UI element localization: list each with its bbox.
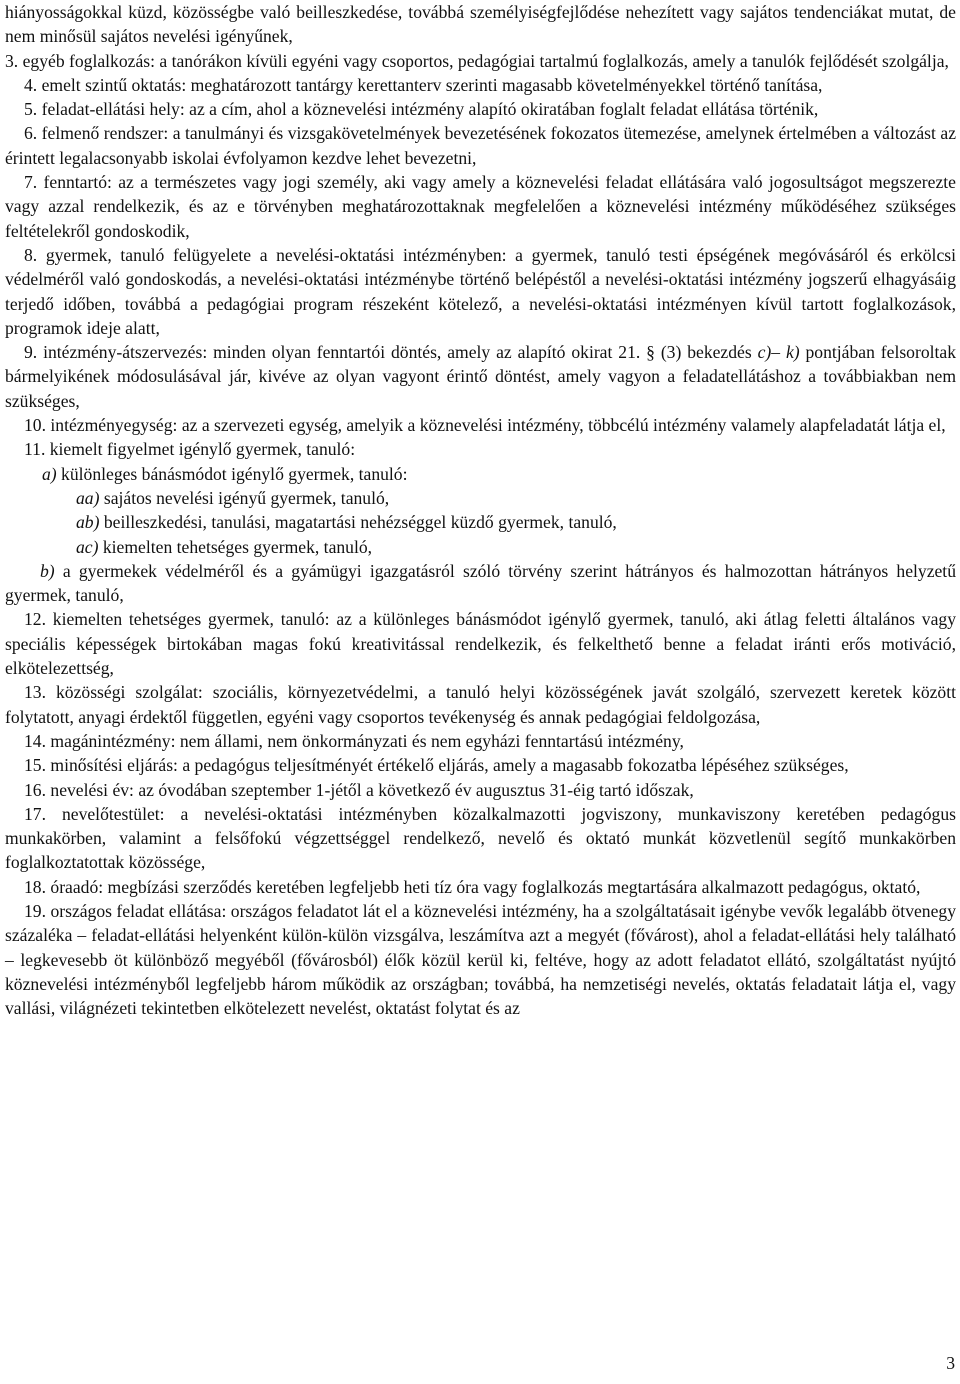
definition-item	[5, 170, 956, 243]
item-number: 6.	[24, 123, 38, 144]
item-text: óraadó: megbízási szerződés keretében legfeljebb heti tíz óra vagy foglalkozás megtartására alkalmazott pedagógus, oktató,	[50, 876, 921, 897]
item-text: nevelési év: az óvodában szeptember 1-jétől a következő év augusztus 31-éig tartó időszak,	[50, 779, 694, 800]
sub-item-aa	[5, 486, 956, 510]
item-text: emelt szintű oktatás: meghatározott tantárgy kerettanterv szerinti magasabb követelményekkel történő tanítása,	[41, 74, 823, 95]
item-text: gyermek, tanuló felügyelete a nevelési-oktatási intézményben: a gyermek, tanuló testi épségének megóvásáról és erkölcsi védelméről való gondoskodás, a nevelési-oktatási intézménybe történő belépéstől a nevelési-oktatási intézmény jogszerű elhagyásáig terjedő időben, továbbá a pedagógiai program részeként kötelező, a nevelési-oktatási intézményen kívül tartott foglalkozások, programok ideje alatt,	[5, 244, 956, 338]
item-text: magánintézmény: nem állami, nem önkormányzati és nem egyházi fenntartású intézmény,	[50, 730, 684, 751]
definition-item	[5, 729, 956, 753]
item-text: minősítési eljárás: a pedagógus teljesítményét értékelő eljárás, amely a magasabb fokozatba lépéséhez szükséges,	[50, 755, 849, 776]
sub-item-text: sajátos nevelési igényű gyermek, tanuló,	[99, 487, 390, 508]
sub-item-text: kiemelten tehetséges gyermek, tanuló,	[98, 536, 373, 557]
sub-item-label: ab)	[76, 512, 100, 533]
sub-item-label: ac)	[76, 536, 99, 557]
item-text: egyéb foglalkozás: a tanórákon kívüli egyéni vagy csoportos, pedagógiai tartalmú foglalkozás, amely a tanulók fejlődését szolgálja,	[22, 50, 949, 71]
sub-item-text: különleges bánásmódot igénylő gyermek, tanuló:	[56, 463, 408, 484]
item-number: 8.	[24, 244, 38, 265]
item-text: közösségi szolgálat: szociális, környezetvédelmi, a tanuló helyi közösségének javát szolgáló, szervezett keretek között folytatott, anyagi érdektől független, egyéni vagy csoportos tevékenység és annak pedagógiai feldolgozása,	[5, 682, 957, 727]
sub-item-label: b)	[40, 560, 55, 581]
item-text: felmenő rendszer: a tanulmányi és vizsgakövetelmények bevezetésének fokozatos ütemezése, amelynek értelmében a változást az érintett legalacsonyabb iskolai évfolyamon kezdve lehet bevezetni,	[5, 123, 956, 168]
sub-item-label: a)	[42, 463, 57, 484]
definition-item	[5, 680, 956, 729]
item-number: 14.	[24, 730, 46, 751]
definition-list	[5, 49, 956, 341]
definition-item	[5, 778, 956, 802]
definition-item	[5, 73, 956, 97]
item-number: 17.	[24, 803, 46, 824]
definition-item	[5, 899, 956, 1020]
definition-item-11	[5, 437, 956, 461]
sub-item-text: beilleszkedési, tanulási, magatartási nehézséggel küzdő gyermek, tanuló,	[99, 512, 617, 533]
item-text: intézmény-átszervezés: minden olyan fenntartói döntés, amely az alapító okirat 21. § (3) bekezdés	[43, 342, 758, 363]
item-number: 11.	[24, 439, 46, 460]
item-number: 9.	[24, 342, 38, 363]
definition-item	[5, 97, 956, 121]
definition-item	[5, 607, 956, 680]
item-number: 10.	[24, 415, 46, 436]
sub-item-ab	[5, 510, 956, 534]
item-text: nevelőtestület: a nevelési-oktatási intézményben közalkalmazotti jogviszony, munkaviszony keretében pedagógus munkakörben, valamint a felsőfokú végzettséggel rendelkező, nevelő és oktató munkát közvetlenül segítő munkakörben foglalkoztatottak közössége,	[5, 803, 956, 873]
definition-item	[5, 121, 956, 170]
item-text: pontjában felsoroltak bármelyikének módosulásával jár, kivéve az olyan vagyont érintő döntést, amely vagyon a feladatellátáshoz a továbbiakban nem szükséges,	[5, 342, 957, 411]
definition-item-9	[5, 340, 956, 413]
item-number: 4.	[24, 74, 38, 95]
item-text: intézményegység: az a szervezeti egység, amelyik a köznevelési intézmény, többcélú intézmény valamely alapfeladatát látja el,	[50, 415, 946, 436]
item-text: fenntartó: az a természetes vagy jogi személy, aki vagy amely a köznevelési feladat ellátására való jogosultságot megszerezte vagy azzal rendelkezik, és az e törvényben meghatározottaknak megfelelően a köznevelési intézmény működéséhez szükséges feltételekről gondoskodik,	[5, 172, 956, 241]
sub-item-label: aa)	[76, 487, 100, 508]
definition-item	[5, 875, 956, 899]
item-number: 3.	[5, 50, 19, 71]
definition-item	[5, 243, 956, 340]
item-number: 16.	[24, 779, 46, 800]
item-number: 19.	[24, 900, 46, 921]
item-text: országos feladat ellátása: országos feladatot lát el a köznevelési intézmény, ha a szolgáltatásait igénybe vevők legalább ötvenegy százaléka – feladat-ellátási helyenként külön-külön vizsgálva, leszámítva azt a megyét (fővárost), ahol a feladat-ellátási hely található – legkevesebb öt különböző megyéből (fővárosból) élők közül kerül ki, feltéve, hogy az adott feladatot ellátó, szolgáltatást nyújtó köznevelési intézményből legfeljebb három működik az országban; továbbá, ha nemzetiségi nevelés, oktatás feladatait látja el, vagy vallási, világnézeti tekintetben elkötelezett nevelést, oktatást folytat és az	[5, 900, 956, 1019]
item-number: 13.	[24, 682, 46, 703]
page-number: 3	[946, 1353, 955, 1373]
item-text: kiemelt figyelmet igénylő gyermek, tanuló:	[49, 439, 356, 460]
sub-item-a	[5, 462, 956, 486]
definition-item-10	[5, 413, 956, 437]
sub-item-text: a gyermekek védelméről és a gyámügyi igazgatásról szóló törvény szerint hátrányos és halmozottan hátrányos helyzetű gyermek, tanuló,	[5, 560, 956, 606]
sub-item-b	[5, 559, 956, 608]
definition-item	[5, 802, 956, 875]
document-page	[5, 0, 956, 1020]
item-number: 5.	[24, 99, 38, 120]
item-number: 12.	[24, 609, 46, 630]
item-number: 7.	[24, 172, 38, 193]
item-number: 18.	[24, 876, 46, 897]
item-number: 15.	[24, 755, 46, 776]
intro-paragraph: hiányosságokkal küzd, közösségbe való beilleszkedése, továbbá személyiségfejlődése nehezített vagy sajátos tendenciákat mutat, de nem minősül sajátos nevelési igényűnek,	[5, 2, 956, 47]
definition-item	[5, 49, 956, 73]
sub-item-ac	[5, 535, 956, 559]
item-text: feladat-ellátási hely: az a cím, ahol a köznevelési intézmény alapító okiratában foglalt feladat ellátása történik,	[41, 99, 819, 120]
paragraph-reference: c)– k)	[757, 342, 800, 363]
definition-item	[5, 753, 956, 777]
item-text: kiemelten tehetséges gyermek, tanuló: az a különleges bánásmódot igénylő gyermek, tanuló, aki átlag feletti általános vagy speciális képességek birtokában magas fokú kreativitással rendelkezik, és felkelthető benne a feladat iránti erős motiváció, elkötelezettség,	[5, 609, 956, 679]
definition-list-continued	[5, 607, 956, 1020]
